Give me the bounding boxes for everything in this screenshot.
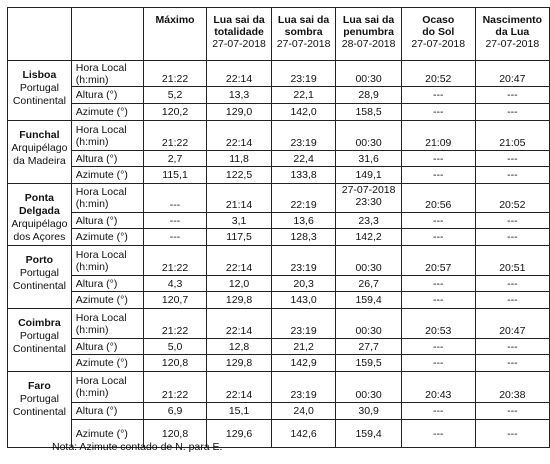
row-label — [71, 61, 143, 87]
row-label — [71, 121, 143, 151]
location-region: Arquipélago — [11, 218, 68, 230]
value-cell: 12,8 — [207, 339, 272, 355]
value-cell: 00:30 — [336, 246, 401, 276]
value-cell: 23:19 — [271, 372, 336, 403]
location-cell — [8, 184, 72, 246]
value-cell: --- — [475, 403, 549, 420]
value-cell: 128,3 — [271, 229, 336, 246]
value-cell: --- — [401, 229, 475, 246]
row-label-line: Azimute (°) — [75, 427, 128, 440]
value-cell: --- — [401, 104, 475, 121]
value-cell: 21,2 — [271, 339, 336, 355]
value-cell: 5,2 — [143, 87, 207, 104]
header-ocaso-date: 27-07-2018 — [411, 38, 466, 50]
table-row — [8, 276, 550, 292]
header-penumbra-l1: Lua sai da — [342, 14, 395, 26]
value-cell: 22,1 — [271, 87, 336, 104]
value-cell: 12,0 — [207, 276, 272, 292]
value-cell: 158,5 — [336, 104, 401, 121]
value-cell: 21:09 — [401, 121, 475, 151]
table-row — [8, 309, 550, 339]
value-cell: 20:38 — [475, 372, 549, 403]
row-label-line: Azimute (°) — [75, 106, 128, 118]
location-city: Faro — [28, 380, 51, 392]
table-container — [7, 7, 550, 448]
row-label — [71, 292, 143, 309]
row-label — [71, 87, 143, 104]
row-label — [71, 372, 143, 403]
value-cell: --- — [401, 292, 475, 309]
row-label — [71, 167, 143, 184]
row-label-line: (h:min) — [75, 323, 109, 336]
value-cell: 23,3 — [336, 213, 401, 229]
value-cell: 120,2 — [143, 104, 207, 121]
table-row — [8, 246, 550, 276]
value-cell: 15,1 — [207, 403, 272, 420]
value-cell: 20:51 — [475, 246, 549, 276]
value-cell: 120,8 — [143, 420, 207, 448]
row-label-line: Altura (°) — [75, 405, 118, 417]
row-label-line: (h:min) — [75, 198, 109, 210]
value-cell: --- — [143, 184, 207, 213]
value-cell: 24,0 — [271, 403, 336, 420]
row-label — [71, 104, 143, 121]
location-cell — [8, 372, 72, 448]
header-row — [8, 8, 550, 61]
table-row — [8, 87, 550, 104]
value-cell: 20:57 — [401, 246, 475, 276]
table-row — [8, 151, 550, 167]
value-cell: 129,6 — [207, 420, 272, 448]
location-region: Portugal — [19, 330, 59, 342]
location-region: Portugal — [19, 82, 59, 94]
value-cell: --- — [401, 355, 475, 372]
value-cell: 20:52 — [475, 184, 549, 213]
value-cell: 22:14 — [207, 121, 272, 151]
value-cell: 129,8 — [207, 292, 272, 309]
header-nascimento — [475, 8, 549, 61]
location-city: Funchal — [19, 129, 60, 141]
row-label — [71, 276, 143, 292]
value-cell: 5,0 — [143, 339, 207, 355]
value-date: 27-07-2018 — [341, 184, 396, 196]
value-cell: 159,4 — [336, 420, 401, 448]
value-cell: 22:14 — [207, 309, 272, 339]
row-label-line: Altura (°) — [75, 340, 118, 353]
value-cell: 00:30 — [336, 61, 401, 87]
value-cell: 31,6 — [336, 151, 401, 167]
table-row — [8, 213, 550, 229]
value-cell: 159,4 — [336, 292, 401, 309]
header-penumbra — [336, 8, 401, 61]
value-cell: 23:19 — [271, 61, 336, 87]
value-cell: 23:19 — [271, 121, 336, 151]
header-nascimento-date: 27-07-2018 — [485, 38, 540, 50]
location-cell — [8, 309, 72, 372]
location-region: Portugal — [19, 393, 59, 405]
value-cell: --- — [475, 151, 549, 167]
location-region: dos Açores — [13, 231, 66, 243]
table-row — [8, 292, 550, 309]
value-cell: --- — [401, 420, 475, 448]
table-row — [8, 184, 550, 213]
location-cell — [8, 246, 72, 309]
location-cell — [8, 121, 72, 184]
value-cell: 159,5 — [336, 355, 401, 372]
header-penumbra-date: 28-07-2018 — [341, 38, 396, 50]
value-cell: 13,6 — [271, 213, 336, 229]
row-label-line: Hora Local — [75, 123, 127, 136]
header-ocaso-l2: do Sol — [422, 26, 455, 38]
value-cell: 133,8 — [271, 167, 336, 184]
value-cell: --- — [143, 229, 207, 246]
value-cell: 2,7 — [143, 151, 207, 167]
value-cell: --- — [475, 292, 549, 309]
eclipse-table — [7, 7, 550, 448]
value-cell: 21:22 — [143, 121, 207, 151]
row-label — [71, 151, 143, 167]
value-cell: --- — [401, 213, 475, 229]
row-label-line: Altura (°) — [75, 214, 118, 227]
value-cell: 6,9 — [143, 403, 207, 420]
value-cell: 142,2 — [336, 229, 401, 246]
value-cell: --- — [401, 87, 475, 104]
row-label-line: Azimute (°) — [75, 294, 128, 306]
value-cell: 20:47 — [475, 309, 549, 339]
footnote: Nota: Azimute contado de N. para E. — [52, 441, 223, 453]
location-region: Continental — [12, 95, 66, 107]
value-cell: 142,0 — [271, 104, 336, 121]
value-cell: 4,3 — [143, 276, 207, 292]
value-cell: 20,3 — [271, 276, 336, 292]
header-totalidade-l2: totalidade — [214, 26, 264, 38]
header-corner-location — [8, 8, 72, 61]
table-row — [8, 339, 550, 355]
header-totalidade-l1: Lua sai da — [213, 14, 265, 26]
value-cell: 149,1 — [336, 167, 401, 184]
table-row — [8, 355, 550, 372]
row-label-line: Azimute (°) — [75, 231, 128, 243]
value-cell: 142,9 — [271, 355, 336, 372]
value-cell: 22:14 — [207, 246, 272, 276]
value-cell: 21:22 — [143, 309, 207, 339]
value-cell: --- — [475, 229, 549, 246]
value-cell: 115,1 — [143, 167, 207, 184]
header-sombra-l1: Lua sai da — [277, 14, 330, 26]
value-cell — [336, 184, 401, 213]
value-cell: 20:52 — [401, 61, 475, 87]
value-cell: 20:56 — [401, 184, 475, 213]
value-cell: --- — [401, 403, 475, 420]
row-label — [71, 403, 143, 420]
value-cell: 13,3 — [207, 87, 272, 104]
value-cell: --- — [475, 87, 549, 104]
header-sombra-l2: sombra — [284, 26, 323, 38]
value-cell: 22:14 — [207, 372, 272, 403]
value-cell: --- — [475, 167, 549, 184]
location-region: Portugal — [19, 267, 59, 279]
value-cell: --- — [401, 151, 475, 167]
row-label-line: Altura (°) — [75, 152, 118, 165]
value-cell: --- — [401, 167, 475, 184]
location-city: Porto — [25, 254, 54, 266]
table-row — [8, 121, 550, 151]
value-cell: --- — [475, 339, 549, 355]
value-cell: --- — [475, 104, 549, 121]
row-label-line: (h:min) — [75, 260, 109, 273]
value-cell: 117,5 — [207, 229, 272, 246]
value-cell: 21:22 — [143, 246, 207, 276]
row-label-line: (h:min) — [75, 73, 109, 86]
table-row — [8, 104, 550, 121]
value-cell: 23:19 — [271, 246, 336, 276]
value-cell: 20:43 — [401, 372, 475, 403]
header-sombra — [271, 8, 336, 61]
header-ocaso-l1: Ocaso — [422, 14, 455, 26]
value-cell: 21:14 — [207, 184, 272, 213]
value-cell: --- — [401, 276, 475, 292]
row-label — [71, 309, 143, 339]
value-cell: 00:30 — [336, 121, 401, 151]
row-label — [71, 339, 143, 355]
header-sombra-date: 27-07-2018 — [276, 38, 331, 50]
location-city-line2: Delgada — [18, 205, 60, 217]
row-label-line: Hora Local — [75, 311, 127, 324]
row-label-line: Hora Local — [75, 375, 127, 387]
value-cell: 3,1 — [207, 213, 272, 229]
value-time: 23:30 — [355, 196, 382, 208]
row-label — [71, 355, 143, 372]
value-cell: 27,7 — [336, 339, 401, 355]
value-cell: 28,9 — [336, 87, 401, 104]
table-row — [8, 61, 550, 87]
location-region: da Madeira — [13, 155, 66, 167]
row-label — [71, 246, 143, 276]
value-cell: 120,7 — [143, 292, 207, 309]
row-label-line: Altura (°) — [75, 277, 118, 290]
value-cell: --- — [475, 213, 549, 229]
location-region: Continental — [12, 343, 66, 355]
header-ocaso — [401, 8, 475, 61]
header-maximo: Máximo — [143, 8, 207, 61]
value-cell: 122,5 — [207, 167, 272, 184]
value-cell: 22,4 — [271, 151, 336, 167]
value-cell: 21:05 — [475, 121, 549, 151]
row-label — [71, 184, 143, 213]
value-cell: 21:22 — [143, 61, 207, 87]
row-label-line: Hora Local — [75, 61, 127, 74]
header-totalidade — [207, 8, 272, 61]
row-label-line: Hora Local — [75, 248, 127, 261]
header-penumbra-l2: penumbra — [343, 26, 394, 38]
value-cell: --- — [475, 420, 549, 448]
row-label — [71, 213, 143, 229]
location-region: Arquipélago — [11, 142, 68, 154]
value-cell: 22:19 — [271, 184, 336, 213]
value-cell: 20:53 — [401, 309, 475, 339]
value-cell: 23:19 — [271, 309, 336, 339]
table-body — [8, 61, 550, 448]
location-region: Continental — [12, 406, 66, 418]
value-cell: 00:30 — [336, 372, 401, 403]
value-cell: --- — [475, 355, 549, 372]
value-cell: 142,6 — [271, 420, 336, 448]
location-city: Coimbra — [18, 317, 61, 329]
value-cell: 11,8 — [207, 151, 272, 167]
table-row — [8, 403, 550, 420]
row-label-line: (h:min) — [75, 387, 109, 399]
value-cell: --- — [401, 339, 475, 355]
value-cell: --- — [143, 213, 207, 229]
value-cell: 00:30 — [336, 309, 401, 339]
value-cell: 120,8 — [143, 355, 207, 372]
header-totalidade-date: 27-07-2018 — [212, 38, 266, 50]
value-cell: 26,7 — [336, 276, 401, 292]
value-cell: 20:47 — [475, 61, 549, 87]
header-corner-label — [71, 8, 143, 61]
row-label-line: Hora Local — [75, 186, 127, 198]
location-cell — [8, 61, 72, 121]
row-label-line: (h:min) — [75, 135, 109, 148]
value-cell: 22:14 — [207, 61, 272, 87]
location-city: Lisboa — [22, 69, 57, 81]
value-cell: 143,0 — [271, 292, 336, 309]
table-row — [8, 229, 550, 246]
value-cell: 129,0 — [207, 104, 272, 121]
table-row — [8, 372, 550, 403]
value-cell: 129,8 — [207, 355, 272, 372]
table-row — [8, 167, 550, 184]
header-nascimento-l1: Nascimento — [482, 14, 543, 26]
row-label-line: Azimute (°) — [75, 357, 128, 369]
location-region: Continental — [12, 280, 66, 292]
row-label-line: Azimute (°) — [75, 169, 128, 181]
value-cell: 30,9 — [336, 403, 401, 420]
location-city: Ponta — [24, 192, 54, 204]
row-label-line: Altura (°) — [75, 89, 118, 101]
row-label — [71, 229, 143, 246]
value-cell: --- — [475, 276, 549, 292]
value-cell: 21:22 — [143, 372, 207, 403]
header-nascimento-l2: da Lua — [495, 26, 530, 38]
